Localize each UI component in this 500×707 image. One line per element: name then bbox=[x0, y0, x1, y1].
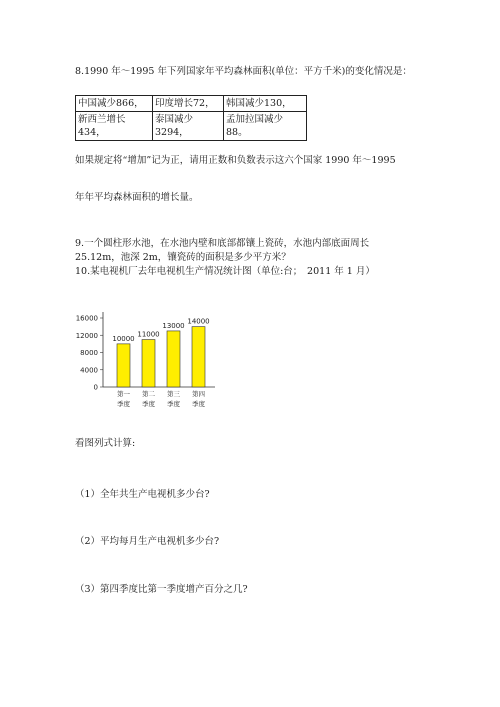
table-cell: 中国减少866， bbox=[76, 96, 153, 112]
table-cell: 新西兰增长434， bbox=[76, 112, 153, 141]
table-cell: 韩国减少130， bbox=[224, 96, 307, 112]
bar bbox=[117, 344, 130, 387]
table-row bbox=[76, 112, 307, 141]
q10-sub1: （1）全年共生产电视机多少台? bbox=[75, 489, 210, 500]
x-tick-label: 第一 bbox=[117, 390, 130, 398]
bar-value-label: 13000 bbox=[162, 321, 185, 330]
q9-line1: 9.一个圆柱形水池，在水池内壁和底部都镶上瓷砖，水池内部底面周长 bbox=[75, 238, 370, 249]
q10-prompt: 看图列式计算: bbox=[75, 438, 136, 449]
q10-sub3: （3）第四季度比第一季度增产百分之几? bbox=[75, 584, 248, 595]
x-tick-label: 季度 bbox=[167, 400, 180, 408]
y-tick-label: 4000 bbox=[80, 366, 98, 375]
q10-title: 10.某电视机厂去年电视机生产情况统计图（单位:台； 2011 年 1 月） bbox=[75, 266, 375, 277]
y-tick-label: 16000 bbox=[75, 314, 98, 323]
q8-title: 8.1990 年～1995 年下列国家年平均森林面积(单位：平方千米)的变化情况是： bbox=[75, 66, 412, 77]
y-tick-label: 0 bbox=[93, 383, 98, 392]
bar-value-label: 10000 bbox=[112, 334, 135, 343]
q8-instruction-line2: 年年平均森林面积的增长量。 bbox=[75, 192, 199, 203]
table-cell: 泰国减少3294， bbox=[153, 112, 224, 141]
x-tick-label: 第四 bbox=[192, 390, 205, 398]
table-row bbox=[76, 96, 307, 112]
y-tick-label: 12000 bbox=[75, 331, 98, 340]
q9-line2: 25.12m，池深 2m，镶瓷砖的面积是多少平方米？ bbox=[75, 252, 291, 263]
table-cell: 孟加拉国减少88。 bbox=[224, 112, 307, 141]
x-tick-label: 第二 bbox=[142, 390, 155, 398]
table-cell: 印度增长72， bbox=[153, 96, 224, 112]
y-tick-label: 8000 bbox=[80, 349, 98, 357]
bar bbox=[167, 331, 180, 387]
bar bbox=[192, 327, 205, 387]
x-tick-label: 第三 bbox=[167, 390, 180, 398]
q10-sub2: （2）平均每月生产电视机多少台? bbox=[75, 536, 220, 547]
bar-value-label: 14000 bbox=[187, 317, 210, 326]
bar-value-label: 11000 bbox=[137, 330, 160, 339]
q8-instruction-line1: 如果规定将“增加”记为正，请用正数和负数表示这六个国家 1990 年～1995 bbox=[75, 155, 396, 166]
bar bbox=[142, 340, 155, 387]
x-tick-label: 季度 bbox=[142, 400, 155, 408]
x-tick-label: 季度 bbox=[192, 400, 205, 408]
production-bar-chart bbox=[70, 300, 230, 420]
x-tick-label: 季度 bbox=[117, 400, 130, 408]
forest-change-table bbox=[75, 95, 307, 141]
